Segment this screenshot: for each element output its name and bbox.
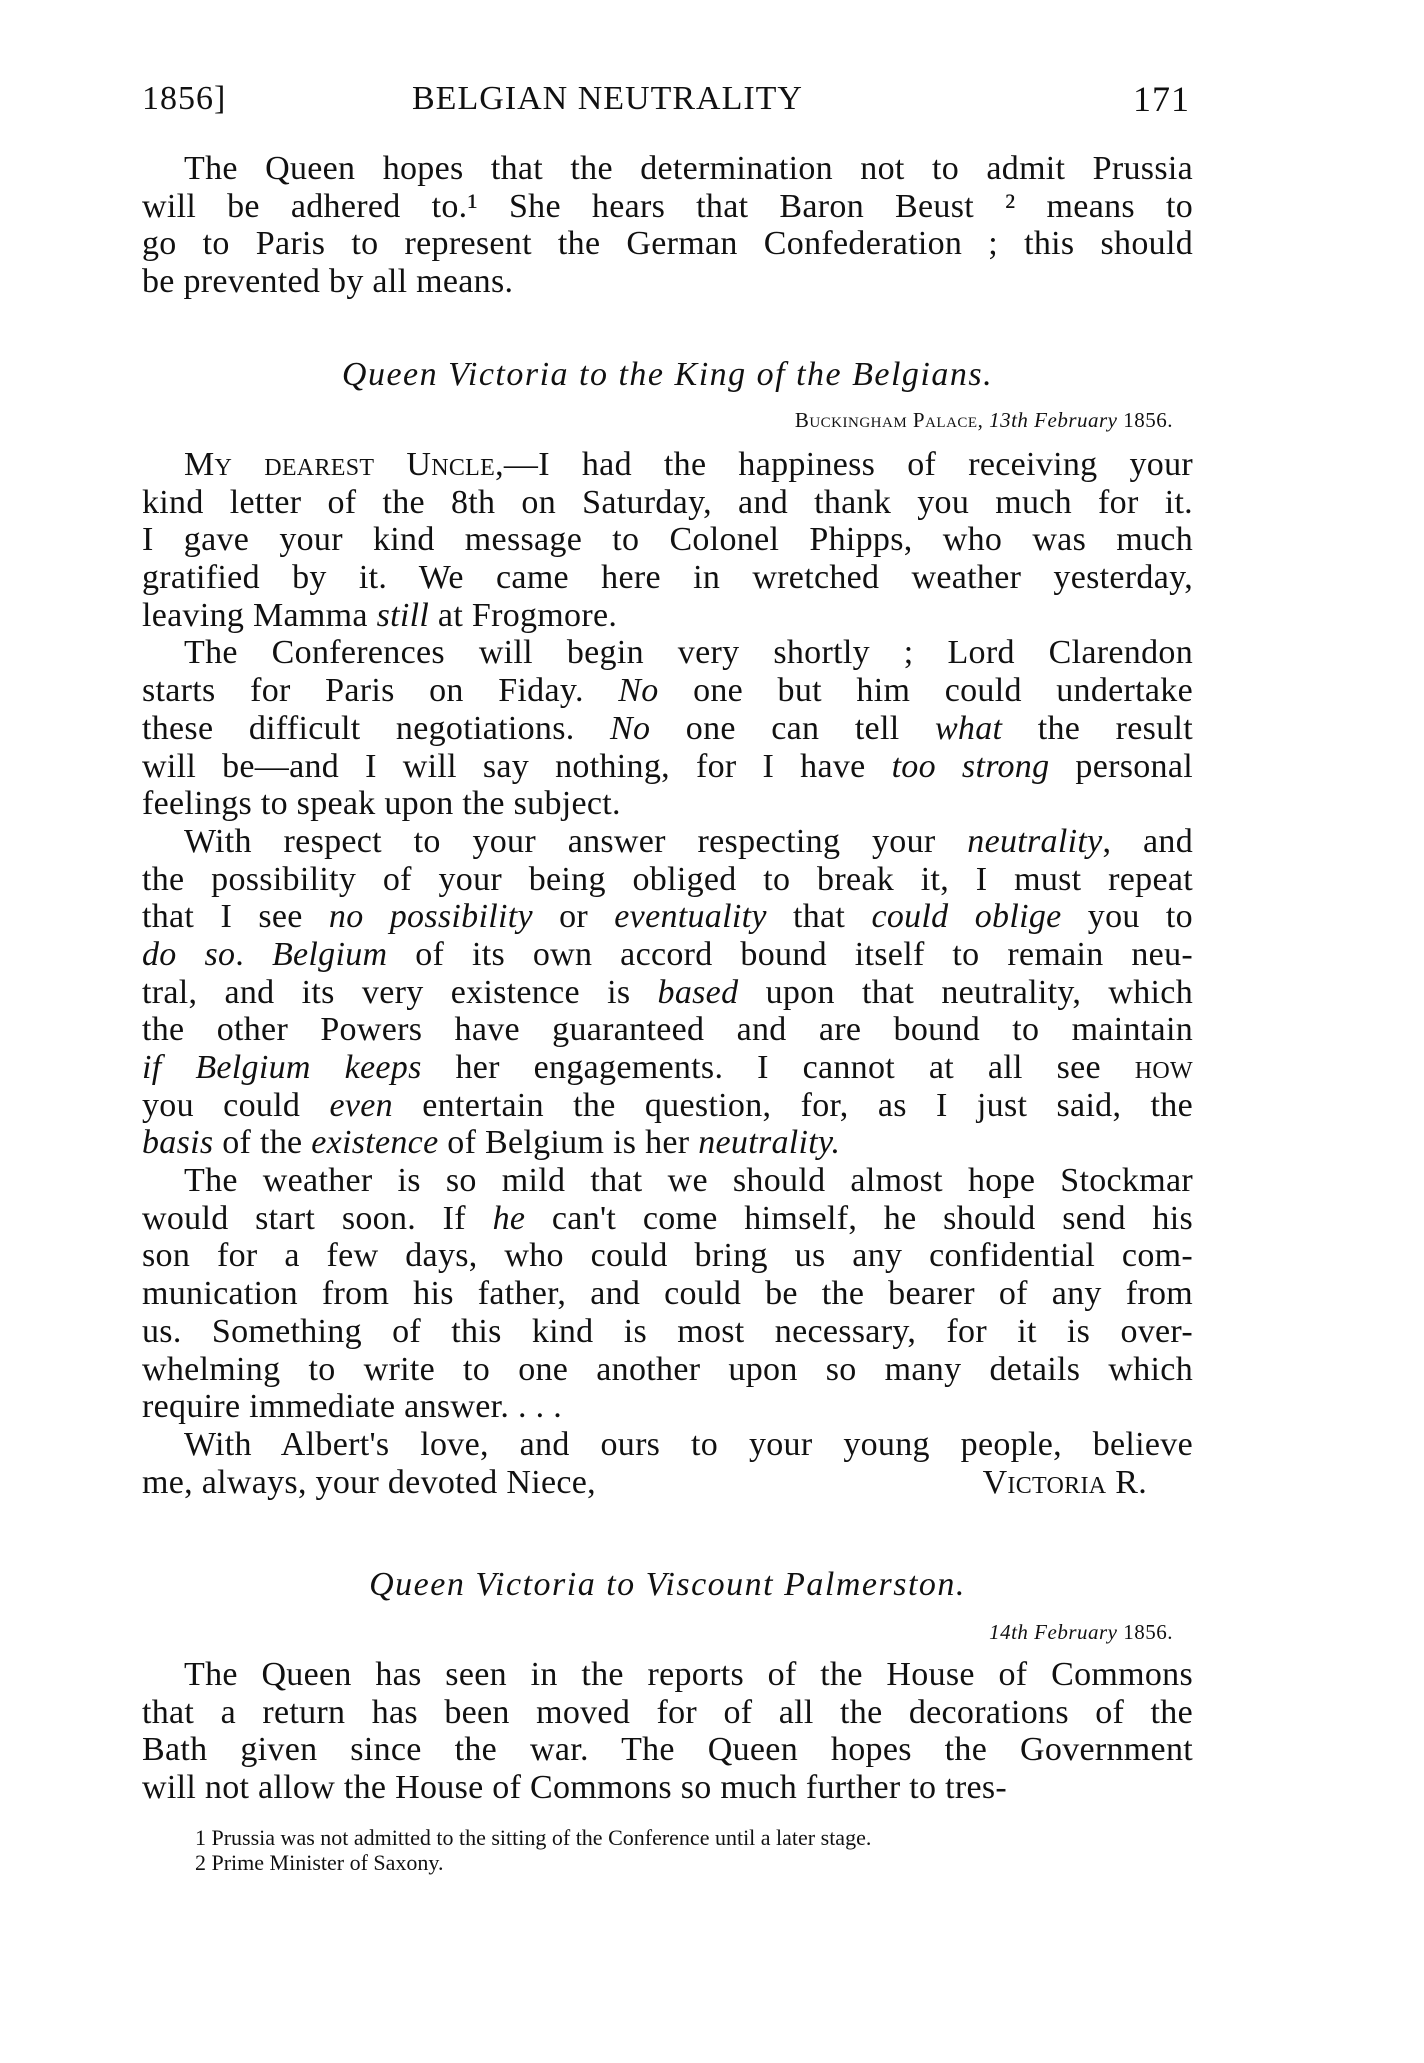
text-line: munication from his father, and could be the bearer of any from: [142, 1275, 1193, 1313]
signature-initial: R.: [1106, 1463, 1147, 1501]
dateline-place: Buckingham Palace,: [794, 408, 990, 432]
text-line: will not allow the House of Commons so much further to tres-: [142, 1769, 1008, 1807]
italic-text: even: [329, 1086, 393, 1124]
italic-text: do so: [142, 935, 236, 973]
text-line: will be—and I will say nothing, for I have too strong personal: [142, 747, 1193, 785]
italic-text: eventuality: [614, 898, 767, 936]
text-line: feelings to speak upon the subject.: [142, 785, 621, 823]
running-head-title: BELGIAN NEUTRALITY: [412, 80, 803, 117]
text-line: us. Something of this kind is most necessary, for it is over-: [142, 1312, 1193, 1350]
intro-paragraph: [142, 150, 1193, 301]
text-line: require immediate answer. . . .: [142, 1388, 562, 1426]
letter2-dateline: [989, 1620, 1173, 1645]
text-line: The Conferences will begin very shortly ; Lord Clarendon: [184, 634, 1193, 672]
footnote-1: 1 Prussia was not admitted to the sitting of the Conference until a later stage.: [195, 1825, 872, 1850]
dateline-date: 14th February: [989, 1620, 1118, 1644]
italic-text: still: [376, 596, 430, 634]
italic-text: he: [492, 1199, 526, 1237]
running-head-year: 1856]: [142, 80, 227, 117]
italic-text: too strong: [891, 747, 1050, 785]
italic-text: could oblige: [871, 898, 1062, 936]
signature-name: Victoria: [982, 1463, 1107, 1501]
text-line: the other Powers have guaranteed and are bound to maintain: [142, 1011, 1193, 1049]
italic-text: neutrality: [967, 822, 1103, 860]
dateline-year: 1856.: [1117, 408, 1173, 432]
text-line: would start soon. If he can't come himself, he should send his: [142, 1199, 1193, 1237]
text-line: starts for Paris on Fiday. No one but him could undertake: [142, 672, 1193, 710]
letter2-body: [142, 1656, 1193, 1807]
dateline-year: 1856.: [1117, 1620, 1173, 1644]
text-line: kind letter of the 8th on Saturday, and thank you much for it.: [142, 483, 1193, 521]
text-line: son for a few days, who could bring us any confidential com-: [142, 1237, 1193, 1275]
text-line: The Queen has seen in the reports of the House of Commons: [184, 1656, 1193, 1693]
text-line: will be adhered to.¹ She hears that Baron Beust ² means to: [142, 187, 1193, 225]
text-line: be prevented by all means.: [142, 263, 514, 301]
text-line: whelming to write to one another upon so many details which: [142, 1350, 1193, 1388]
letter1-body: [142, 446, 1193, 1501]
text-line: these difficult negotiations. No one can tell what the result: [142, 709, 1193, 747]
text-line: basis of the existence of Belgium is her neutrality.: [142, 1124, 841, 1162]
letter1-dateline: [795, 408, 1173, 433]
text-line: the possibility of your being obliged to break it, I must repeat: [142, 860, 1193, 898]
italic-text: if Belgium keeps: [142, 1049, 422, 1086]
letter1-heading: Queen Victoria to the King of the Belgians.: [341, 356, 994, 393]
text-line: me, always, your devoted Niece, Victoria R.: [142, 1463, 1147, 1501]
text-line: Bath given since the war. The Queen hopes the Government: [142, 1731, 1193, 1769]
text-line: go to Paris to represent the German Confederation ; this should: [142, 225, 1193, 263]
italic-text: no possibility: [328, 898, 533, 936]
text-line: The Queen hopes that the determination not to admit Prussia: [184, 150, 1193, 187]
italic-text: No: [618, 672, 659, 710]
text-line: that I see no possibility or eventuality that could oblige you to: [142, 898, 1193, 936]
italic-text: No: [610, 709, 651, 747]
text-line: My dearest Uncle,—I had the happiness of receiving your: [184, 446, 1193, 483]
page-number: 171: [1133, 79, 1190, 119]
text-line: I gave your kind message to Colonel Phipps, who was much: [142, 521, 1193, 559]
text-line: With Albert's love, and ours to your young people, believe: [184, 1425, 1193, 1463]
italic-text: Belgium: [271, 935, 388, 973]
text-line: you could even entertain the question, for, as I just said, the: [142, 1086, 1193, 1124]
text-line: tral, and its very existence is based upon that neutrality, which: [142, 973, 1193, 1011]
italic-text: neutrality.: [698, 1124, 841, 1162]
small-caps-text: how: [1134, 1049, 1193, 1086]
text-line: if Belgium keeps her engagements. I cannot at all see how: [142, 1049, 1193, 1086]
letter2-heading: Queen Victoria to Viscount Palmerston.: [369, 1566, 966, 1603]
text-line: leaving Mamma still at Frogmore.: [142, 596, 618, 634]
italic-text: basis: [142, 1124, 214, 1162]
signature: [983, 1464, 1147, 1502]
text-line: gratified by it. We came here in wretched weather yesterday,: [142, 559, 1193, 597]
text-line: With respect to your answer respecting your neutrality, and: [184, 822, 1193, 860]
text-line: that a return has been moved for of all the decorations of the: [142, 1693, 1193, 1731]
italic-text: existence: [311, 1124, 439, 1162]
text-line: The weather is so mild that we should almost hope Stockmar: [184, 1162, 1193, 1200]
footnote-2: 2 Prime Minister of Saxony.: [195, 1850, 444, 1875]
text-line: do so. Belgium of its own accord bound itself to remain neu-: [142, 935, 1193, 973]
dateline-date: 13th February: [989, 408, 1118, 432]
small-caps-text: My dearest Uncle: [184, 446, 496, 483]
italic-text: what: [934, 709, 1003, 747]
italic-text: based: [657, 973, 739, 1011]
